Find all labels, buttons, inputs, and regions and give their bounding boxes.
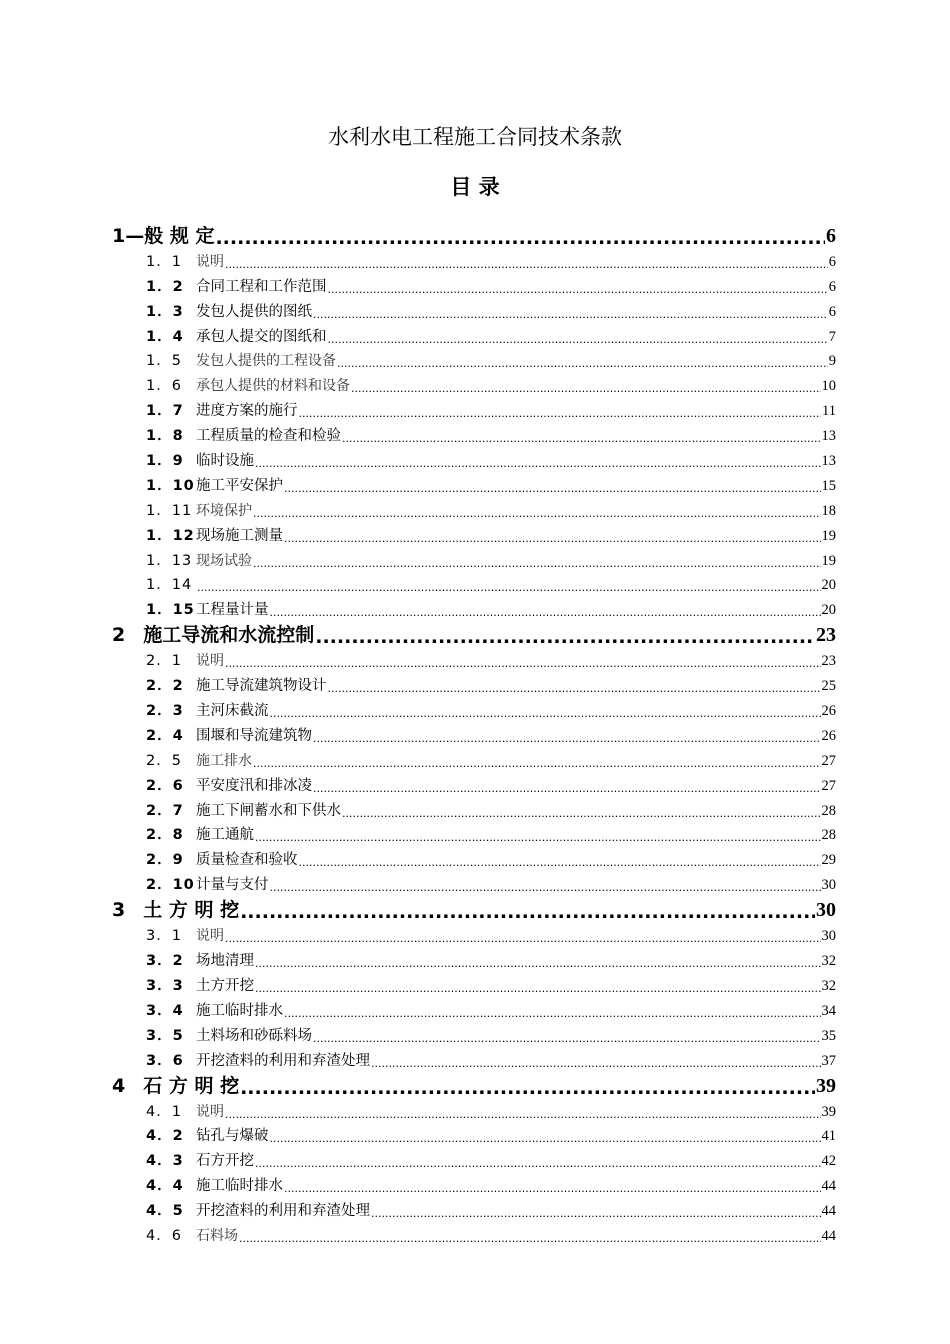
toc-dot-leader: [313, 306, 828, 324]
document-title: 水利水电工程施工合同技术条款: [328, 125, 622, 149]
toc-dot-leader: [225, 1106, 821, 1124]
toc-dot-leader: [342, 430, 821, 448]
toc-entry-title: 土 方 明 挖: [143, 899, 240, 922]
toc-dot-leader: [371, 1205, 821, 1223]
toc-page-number: 39: [816, 1074, 836, 1097]
toc-entry-title: 现场施工测量: [196, 527, 283, 544]
toc-entry-title: 施工导流建筑物设计: [196, 678, 327, 695]
toc-dot-leader: [299, 405, 822, 423]
toc-entry-number: 3．1: [146, 928, 182, 945]
toc-dot-leader: [255, 1155, 821, 1173]
toc-dot-leader: [284, 530, 821, 548]
toc-section-entry[interactable]: [0, 1148, 950, 1173]
toc-dot-leader: [225, 930, 821, 948]
toc-page-number: 11: [822, 403, 836, 420]
toc-entry-number: 3．2: [146, 953, 184, 970]
toc-dot-leader: [351, 380, 821, 398]
toc-entry-title: 施工排水: [196, 752, 252, 769]
toc-page-number: 6: [828, 278, 836, 295]
toc-dot-leader: [253, 555, 821, 573]
toc-heading: 目 录: [450, 175, 500, 199]
toc-entry-number: 2．6: [146, 777, 184, 794]
toc-entry-number: 2．1: [146, 653, 182, 670]
toc-entry-title: 土料场和砂砾料场: [196, 1027, 312, 1044]
toc-entry-title: 承包人提交的图纸和: [196, 328, 327, 345]
toc-section-entry[interactable]: [0, 847, 950, 872]
toc-entry-title: 施工临时排水: [196, 1178, 283, 1195]
toc-page-number: 13: [821, 428, 836, 445]
toc-page-number: 27: [821, 752, 836, 769]
toc-section-entry[interactable]: [0, 1173, 950, 1198]
toc-page-number: 28: [821, 802, 836, 819]
toc-entry-title: 施工平安保护: [196, 477, 283, 494]
toc-entry-number: 2．9: [146, 852, 184, 869]
toc-entry-title: 临时设施: [196, 453, 254, 470]
toc-entry-number: 1．10: [146, 477, 195, 494]
toc-chapter-entry[interactable]: [0, 223, 950, 249]
toc-dot-leader: [313, 780, 821, 798]
toc-dot-leader: [299, 854, 821, 872]
toc-entry-number: 2．2: [146, 678, 184, 695]
toc-entry-title: 石方开挖: [196, 1153, 254, 1170]
toc-section-entry[interactable]: [0, 597, 950, 622]
toc-page-number: 13: [821, 453, 836, 470]
toc-page-number: 27: [821, 777, 836, 794]
toc-section-entry[interactable]: [0, 673, 950, 698]
toc-entry-title: 说明: [196, 253, 224, 270]
toc-dot-leader: [371, 1055, 821, 1073]
toc-entry-title: 合同工程和工作范围: [196, 278, 327, 295]
toc-page-number: 23: [821, 653, 836, 670]
toc-section-entry[interactable]: [0, 1048, 950, 1073]
toc-entry-title: 说明: [196, 928, 224, 945]
toc-chapter-entry[interactable]: [0, 1073, 950, 1099]
toc-page-number: 6: [828, 303, 836, 320]
toc-section-entry[interactable]: [0, 249, 950, 274]
toc-section-entry[interactable]: [0, 973, 950, 998]
toc-entry-number: 2．10: [146, 877, 195, 894]
toc-entry-title: 说明: [196, 1103, 224, 1120]
toc-entry-number: 1．13: [146, 552, 193, 569]
toc-dot-leader: [337, 355, 828, 373]
toc-entry-title: 钻孔与爆破: [196, 1128, 269, 1145]
toc-section-entry[interactable]: [0, 274, 950, 299]
toc-entry-number: 1．12: [146, 527, 195, 544]
toc-entry-title: 承包人提供的材料和设备: [196, 378, 350, 395]
toc-section-entry[interactable]: [0, 798, 950, 823]
toc-dot-leader: [328, 680, 821, 698]
toc-page-number: 44: [821, 1178, 836, 1195]
toc-entry-number: 1．7: [146, 403, 184, 420]
toc-dot-leader: [270, 1130, 821, 1148]
toc-section-entry[interactable]: [0, 698, 950, 723]
toc-entry-number: 1．8: [146, 428, 184, 445]
toc-dot-leader: [270, 879, 821, 897]
toc-dot-leader: [197, 579, 821, 597]
toc-page-number: 25: [821, 678, 836, 695]
toc-section-entry[interactable]: [0, 648, 950, 673]
toc-dot-leader: [255, 455, 821, 473]
toc-dot-leader: [315, 626, 815, 648]
toc-page-number: 44: [821, 1203, 836, 1220]
toc-entry-number: 2．8: [146, 827, 184, 844]
toc-page-number: 34: [821, 1002, 836, 1019]
toc-dot-leader: [240, 901, 815, 923]
toc-section-entry[interactable]: [0, 473, 950, 498]
toc-entry-number: 1．3: [146, 303, 184, 320]
toc-entry-title: 工程质量的检查和检验: [196, 428, 341, 445]
toc-dot-leader: [342, 805, 821, 823]
toc-section-entry[interactable]: [0, 373, 950, 398]
toc-entry-number: 2．7: [146, 802, 184, 819]
toc-chapter-entry[interactable]: [0, 897, 950, 923]
toc-section-entry[interactable]: [0, 923, 950, 948]
toc-page-number: 37: [821, 1052, 836, 1069]
toc-dot-leader: [215, 227, 825, 249]
toc-dot-leader: [253, 505, 821, 523]
toc-page-number: 9: [828, 353, 836, 370]
table-of-contents: [0, 223, 950, 1248]
toc-dot-leader: [240, 1077, 815, 1099]
toc-entry-number: 1．2: [146, 278, 184, 295]
toc-dot-leader: [253, 755, 821, 773]
toc-page-number: 41: [821, 1128, 836, 1145]
toc-entry-title: 工程量计量: [196, 602, 269, 619]
toc-page-number: 32: [821, 977, 836, 994]
toc-entry-number: 1．9: [146, 453, 184, 470]
toc-entry-number: 1: [112, 225, 126, 247]
toc-entry-title: 施工下闸蓄水和下供水: [196, 802, 341, 819]
toc-page-number: 32: [821, 953, 836, 970]
toc-section-entry[interactable]: [0, 498, 950, 523]
toc-dot-leader: [255, 829, 821, 847]
toc-dot-leader: [313, 730, 821, 748]
toc-section-entry[interactable]: [0, 299, 950, 324]
toc-section-entry[interactable]: [0, 398, 950, 423]
toc-page-number: 42: [821, 1153, 836, 1170]
toc-section-entry[interactable]: [0, 349, 950, 374]
toc-dot-leader: [284, 1005, 821, 1023]
toc-entry-title: 开挖渣料的利用和弃渣处理: [196, 1203, 370, 1220]
toc-section-entry[interactable]: [0, 872, 950, 897]
toc-section-entry[interactable]: [0, 423, 950, 448]
toc-entry-number: 4．6: [146, 1227, 182, 1244]
toc-section-entry[interactable]: [0, 523, 950, 548]
toc-section-entry[interactable]: [0, 548, 950, 573]
toc-section-entry[interactable]: [0, 1099, 950, 1124]
toc-entry-number: 3: [112, 899, 126, 922]
toc-dot-leader: [270, 604, 821, 622]
toc-entry-number: 2．5: [146, 752, 182, 769]
toc-entry-title: 进度方案的施行: [196, 403, 298, 420]
toc-entry-number: 1．14: [146, 577, 193, 594]
toc-entry-title: 石 方 明 挖: [143, 1074, 240, 1097]
toc-entry-title: 施工通航: [196, 827, 254, 844]
toc-entry-number: 1．11: [146, 502, 193, 519]
toc-entry-number: 3．3: [146, 977, 184, 994]
toc-entry-title: 土方开挖: [196, 977, 254, 994]
toc-page-number: 35: [821, 1027, 836, 1044]
toc-entry-title: 石料场: [196, 1227, 238, 1244]
toc-entry-title: —般 规 定: [125, 225, 215, 247]
toc-section-entry[interactable]: [0, 748, 950, 773]
toc-section-entry[interactable]: [0, 1223, 950, 1248]
toc-section-entry[interactable]: [0, 324, 950, 349]
toc-section-entry[interactable]: [0, 998, 950, 1023]
toc-section-entry[interactable]: [0, 773, 950, 798]
toc-entry-title: 平安度汛和排冰凌: [196, 777, 312, 794]
toc-entry-number: 4: [112, 1074, 126, 1097]
toc-section-entry[interactable]: [0, 723, 950, 748]
toc-entry-number: 1．6: [146, 378, 182, 395]
toc-section-entry[interactable]: [0, 573, 950, 598]
toc-section-entry[interactable]: [0, 1198, 950, 1223]
toc-entry-title: 场地清理: [196, 953, 254, 970]
toc-entry-title: 围堰和导流建筑物: [196, 727, 312, 744]
toc-entry-number: 3．5: [146, 1027, 184, 1044]
toc-section-entry[interactable]: [0, 948, 950, 973]
toc-dot-leader: [313, 1030, 821, 1048]
toc-entry-number: 1．5: [146, 353, 182, 370]
toc-page-number: 18: [821, 502, 836, 519]
toc-entry-title: 施工临时排水: [196, 1002, 283, 1019]
toc-dot-leader: [328, 281, 828, 299]
toc-dot-leader: [225, 256, 828, 274]
toc-entry-title: 环境保护: [196, 502, 252, 519]
toc-entry-number: 2: [112, 624, 126, 647]
toc-entry-number: 4．2: [146, 1128, 184, 1145]
toc-page-number: 30: [816, 899, 836, 922]
toc-chapter-entry[interactable]: [0, 622, 950, 648]
toc-page-number: 29: [821, 852, 836, 869]
toc-entry-number: 1．15: [146, 602, 195, 619]
toc-dot-leader: [255, 955, 821, 973]
toc-entry-title: 主河床截流: [196, 703, 269, 720]
toc-entry-number: 2．4: [146, 727, 184, 744]
toc-page-number: 44: [821, 1227, 836, 1244]
toc-entry-number: 3．6: [146, 1052, 184, 1069]
toc-entry-number: 4．1: [146, 1103, 182, 1120]
toc-entry-title: 发包人提供的工程设备: [196, 353, 336, 370]
toc-page-number: 23: [816, 624, 836, 647]
toc-entry-title: 质量检查和验收: [196, 852, 298, 869]
toc-section-entry[interactable]: [0, 448, 950, 473]
toc-entry-title: 说明: [196, 653, 224, 670]
toc-entry-title: 施工导流和水流控制: [143, 624, 315, 647]
toc-page-number: 6: [828, 253, 836, 270]
toc-dot-leader: [255, 980, 821, 998]
toc-page-number: 19: [821, 527, 836, 544]
toc-page-number: 30: [821, 928, 836, 945]
toc-section-entry[interactable]: [0, 823, 950, 848]
toc-page-number: 7: [828, 328, 836, 345]
toc-page-number: 26: [821, 703, 836, 720]
toc-section-entry[interactable]: [0, 1023, 950, 1048]
toc-section-entry[interactable]: [0, 1124, 950, 1149]
toc-entry-number: 1．4: [146, 328, 184, 345]
toc-entry-title: 计量与支付: [196, 877, 269, 894]
toc-entry-title: 开挖渣料的利用和弃渣处理: [196, 1052, 370, 1069]
toc-dot-leader: [225, 655, 821, 673]
toc-entry-number: 1．1: [146, 253, 182, 270]
toc-page-number: 6: [826, 225, 836, 247]
toc-entry-number: 3．4: [146, 1002, 184, 1019]
toc-page-number: 15: [821, 477, 836, 494]
toc-dot-leader: [328, 331, 828, 349]
toc-page-number: 39: [821, 1103, 836, 1120]
toc-page-number: 10: [821, 378, 836, 395]
toc-entry-number: 4．5: [146, 1203, 184, 1220]
toc-page-number: 28: [821, 827, 836, 844]
toc-dot-leader: [239, 1230, 821, 1248]
toc-entry-number: 2．3: [146, 703, 184, 720]
toc-dot-leader: [284, 480, 821, 498]
toc-entry-number: 4．4: [146, 1178, 184, 1195]
toc-entry-number: 4．3: [146, 1153, 184, 1170]
toc-entry-title: 发包人提供的图纸: [196, 303, 312, 320]
toc-page-number: 19: [821, 552, 836, 569]
toc-page-number: 20: [821, 602, 836, 619]
toc-entry-title: 现场试验: [196, 552, 252, 569]
toc-page-number: 26: [821, 727, 836, 744]
toc-dot-leader: [284, 1180, 821, 1198]
toc-page-number: 20: [821, 577, 836, 594]
toc-dot-leader: [270, 705, 821, 723]
toc-page-number: 30: [821, 877, 836, 894]
